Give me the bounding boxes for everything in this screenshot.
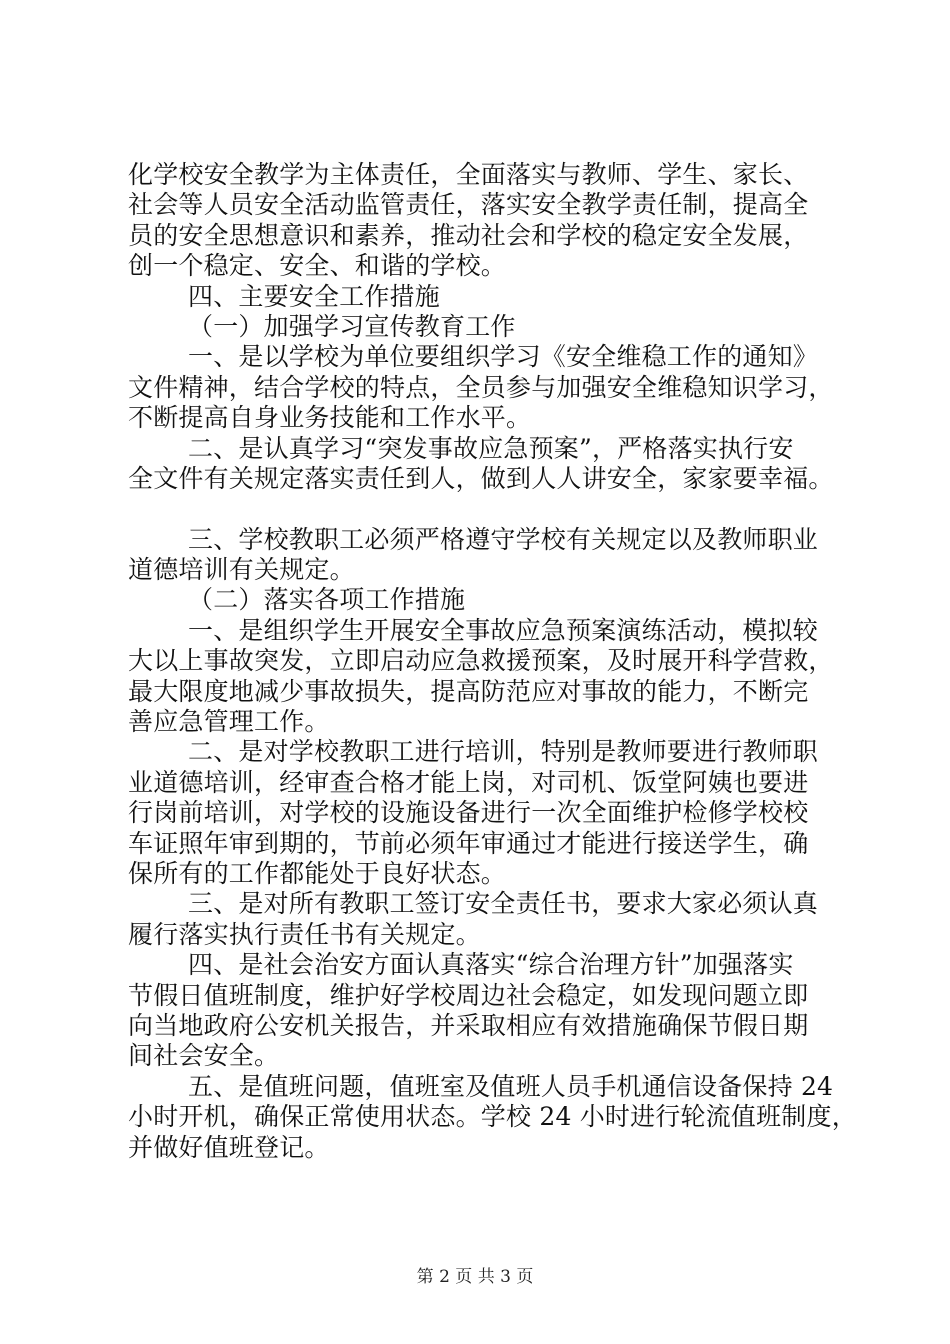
body-line: 不断提高自身业务技能和工作水平。 (128, 403, 532, 433)
subsection-heading: （一）加强学习宣传教育工作 (188, 311, 516, 341)
subsection-heading: （二）落实各项工作措施 (188, 585, 466, 615)
body-line: 节假日值班制度，维护好学校周边社会稳定，如发现问题立即 (128, 980, 809, 1010)
body-line: 车证照年审到期的，节前必须年审通过才能进行接送学生，确 (128, 828, 809, 858)
paragraph-start: 一、是组织学生开展安全事故应急预案演练活动，模拟较 (188, 615, 819, 645)
body-line: 化学校安全教学为主体责任，全面落实与教师、学生、家长、 (128, 160, 809, 189)
body-line: 社会等人员安全活动监管责任，落实安全教学责任制，提高全 (128, 190, 809, 220)
body-line: 业道德培训，经审查合格才能上岗，对司机、饭堂阿姨也要进 (128, 767, 809, 797)
body-line: 行岗前培训，对学校的设施设备进行一次全面维护检修学校校 (128, 798, 809, 828)
section-heading: 四、主要安全工作措施 (188, 281, 441, 311)
body-line: 善应急管理工作。 (128, 707, 330, 737)
body-line: 小时开机，确保正常使用状态。学校 24 小时进行轮流值班制度， (128, 1102, 857, 1132)
body-line: 大以上事故突发，立即启动应急救援预案，及时展开科学营救， (128, 646, 834, 676)
body-line: 创一个稳定、安全、和谐的学校。 (128, 251, 507, 281)
body-line: 最大限度地减少事故损失，提高防范应对事故的能力，不断完 (128, 676, 809, 706)
paragraph-start: 二、是认真学习“突发事故应急预案”，严格落实执行安 (188, 433, 794, 463)
paragraph-start: 四、是社会治安方面认真落实“综合治理方针”加强落实 (188, 950, 794, 980)
paragraph-start: 二、是对学校教职工进行培训，特别是教师要进行教师职 (188, 737, 819, 767)
body-line: 文件精神，结合学校的特点，全员参与加强安全维稳知识学习， (128, 372, 834, 402)
body-line: 履行落实执行责任书有关规定。 (128, 919, 481, 949)
body-line: 全文件有关规定落实责任到人，做到人人讲安全，家家要幸福。 (128, 463, 834, 493)
body-line: 并做好值班登记。 (128, 1132, 330, 1162)
body-line: 向当地政府公安机关报告，并采取相应有效措施确保节假日期 (128, 1010, 809, 1040)
body-line: 间社会安全。 (128, 1041, 280, 1071)
paragraph-start: 五、是值班问题，值班室及值班人员手机通信设备保持 24 (188, 1071, 834, 1101)
paragraph-start: 三、是对所有教职工签订安全责任书，要求大家必须认真 (188, 889, 819, 919)
body-line: 道德培训有关规定。 (128, 555, 355, 585)
blank-line (128, 494, 848, 524)
body-line: 保所有的工作都能处于良好状态。 (128, 858, 507, 888)
document-body (128, 160, 857, 1163)
paragraph-start: 三、学校教职工必须严格遵守学校有关规定以及教师职业 (188, 524, 819, 554)
body-line: 员的安全思想意识和素养，推动社会和学校的稳定安全发展， (128, 220, 809, 250)
page-number-footer: 第 2 页 共 3 页 (416, 1267, 534, 1287)
paragraph-start: 一、是以学校为单位要组织学习《安全维稳工作的通知》 (188, 342, 819, 372)
